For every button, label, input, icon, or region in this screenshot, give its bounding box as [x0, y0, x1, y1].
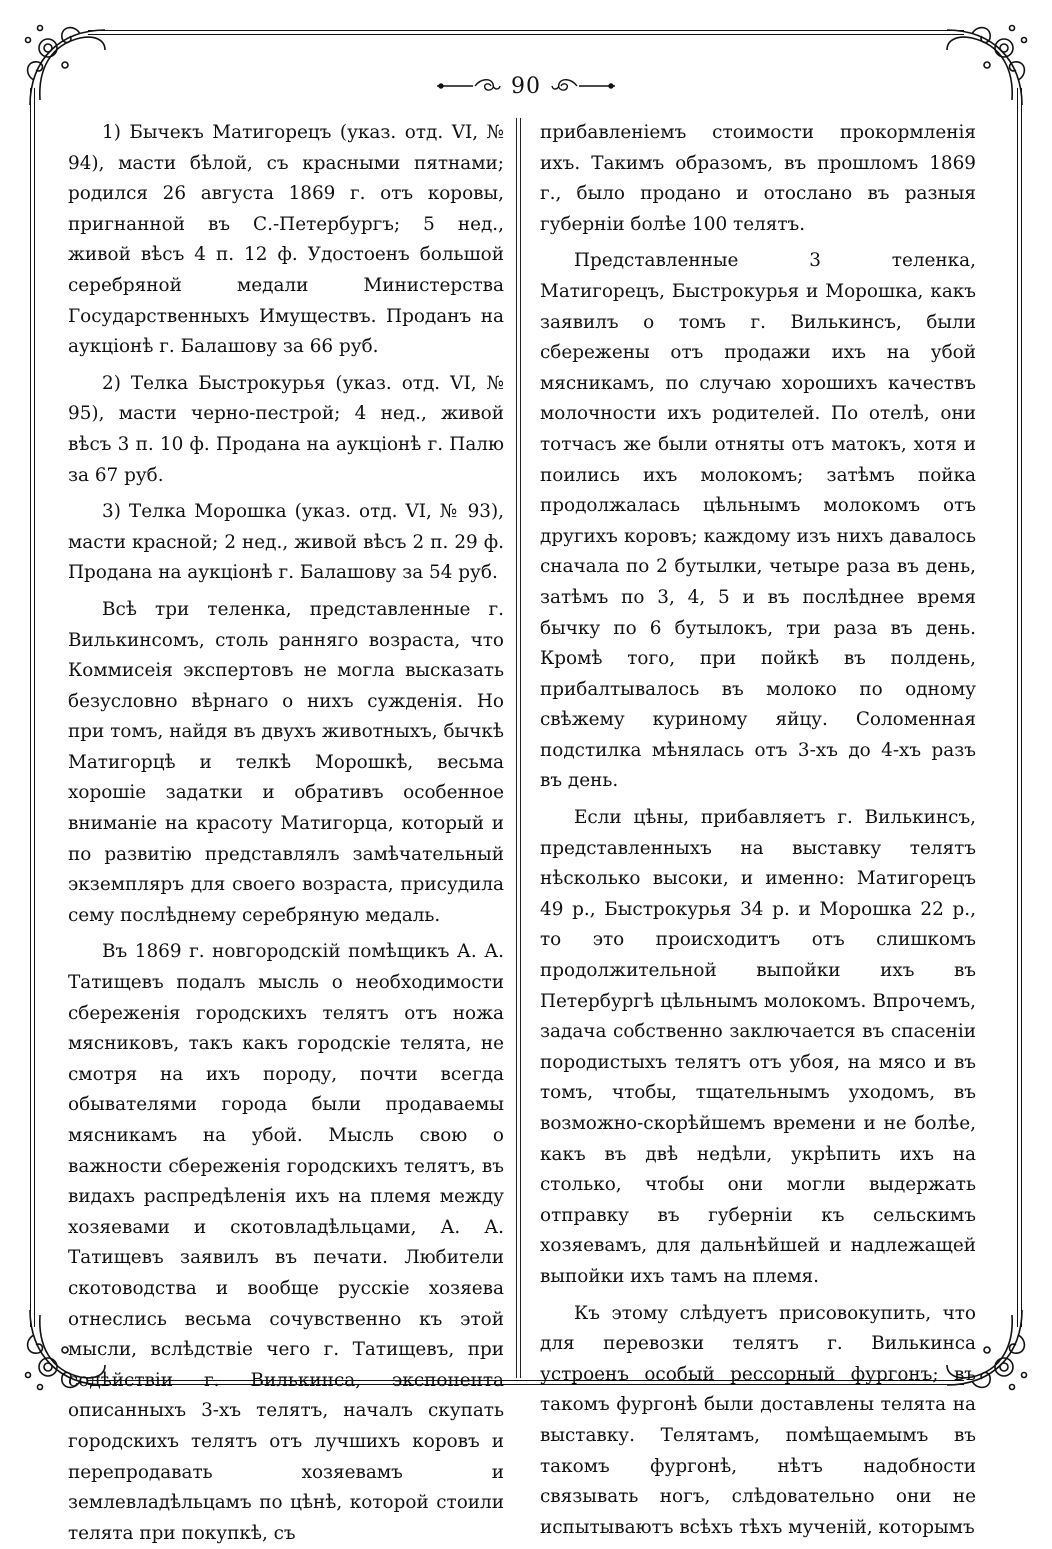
- paragraph: Въ 1869 г. новгородскій помѣщикъ А. А. Татищевъ подалъ мысль о необходимости сбереженія городскихъ телятъ отъ ножа мясниковъ, такъ какъ городскіе телята, не смотря на ихъ породу, почти всегда обывателями города были продаваемы мясникамъ на убой. Мысль свою о важности сбереженія городскихъ телятъ, въ видахъ распредѣленія ихъ на племя между хозяевами и скотовладѣльцами, А. А. Татищевъ заявилъ въ печати. Любители скотоводства и вообще русскіе хозяева отнеслись весьма сочувственно къ этой мысли, вслѣдствіе чего г. Татищевъ, при содѣйствіи г. Вилькинса, экспонента описанныхъ 3-хъ телятъ, началъ скупать городскихъ телятъ отъ лучшихъ коровъ и перепродавать хозяевамъ и землевладѣльцамъ по цѣнѣ, которой стоили телята при покупкѣ, съ: [68, 941, 504, 1544]
- frame-top-line-inner: [88, 34, 964, 35]
- flourish-right-icon: [551, 76, 615, 96]
- paragraph: прибавленіемъ стоимости прокормленія ихъ. Такимъ образомъ, въ прошломъ 1869 г., было продано и отослано въ разныя губерніи болѣе 100 телятъ.: [540, 122, 976, 235]
- paragraph: Если цѣны, прибавляетъ г. Вилькинсъ, представленныхъ на выставку телятъ нѣсколько высоки, и именно: Матигорецъ 49 р., Быстрокурья 34 р. и Морошка 22 р., то это происходитъ отъ слишкомъ продолжительной выпойки ихъ въ Петербургѣ цѣльнымъ молокомъ. Впрочемъ, задача собственно заключается въ спасеніи породистыхъ телятъ отъ убоя, на мясо и въ томъ, чтобы, тщательнымъ уходомъ, въ возможно-скорѣйшемъ времени и не болѣе, какъ въ двѣ недѣли, укрѣпить ихъ на столько, чтобы они могли выдержать отправку въ губерніи къ сельскимъ хозяевамъ, для дальнѣйшей и надлежащей выпойки ихъ тамъ на племя.: [540, 807, 976, 1287]
- paragraph: 3) Телка Морошка (указ. отд. VI, № 93), масти красной; 2 нед., живой вѣсъ 2 п. 29 ф. Продана на аукціонѣ г. Балашову за 54 руб.: [68, 501, 504, 584]
- right-column: [540, 118, 976, 1543]
- frame-left-line-inner: [34, 88, 35, 1327]
- paragraph: 2) Телка Быстрокурья (указ. отд. VI, № 95), масти черно-пестрой; 4 нед., живой вѣсъ 3 п. 10 ф. Продана на аукціонѣ г. Палю за 67 руб.: [68, 372, 504, 486]
- column-divider: [516, 118, 517, 1378]
- frame-left-line: [30, 88, 31, 1327]
- frame-right-line-inner: [1017, 88, 1018, 1327]
- column-divider-inner: [520, 118, 521, 1378]
- page-number: 90: [511, 73, 541, 99]
- paragraph: Къ этому слѣдуетъ присовокупить, что для перевозки телятъ г. Вилькинса устроенъ особый рессорный фургонъ; въ такомъ фургонѣ были доставлены телята на выставку. Телятамъ, помѣщаемымъ въ такомъ фургонѣ, нѣтъ надобности связывать ногъ, слѣдовательно они не испытываютъ всѣхъ тѣхъ мученій, которымъ: [540, 1302, 976, 1538]
- frame-top-line: [88, 30, 964, 31]
- paragraph: Всѣ три теленка, представленные г. Вилькинсомъ, столь ранняго возраста, что Коммисеія экспертовъ не могла высказать безусловно вѣрнаго о нихъ сужденія. Но при томъ, найдя въ двухъ животныхъ, бычкѣ Матигорцѣ и телкѣ Морошкѣ, весьма хорошіе задатки и обративъ особенное вниманіе на красоту Матигорца, который и по развитію представлялъ замѣчательный экземпляръ для своего возраста, присудила сему послѣднему серебряную медаль.: [68, 598, 504, 926]
- frame-right-line: [1021, 88, 1022, 1327]
- paragraph: 1) Бычекъ Матигорецъ (указ. отд. VI, № 94), масти бѣлой, съ красными пятнами; родился 26 августа 1869 г. отъ коровы, пригнанной въ С.-Петербургъ; 5 нед., живой вѣсъ 4 п. 12 ф. Удостоенъ большой серебряной медали Министерства Государственныхъ Имуществъ. Проданъ на аукціонѣ г. Балашову за 66 руб.: [68, 122, 504, 358]
- page-header: [0, 66, 1052, 106]
- flourish-left-icon: [437, 76, 501, 96]
- paragraph: Представленные 3 теленка, Матигорецъ, Быстрокурья и Морошка, какъ заявилъ о томъ г. Вилькинсъ, были сбережены отъ продажи ихъ на убой мясникамъ, по случаю хорошихъ качествъ молочности ихъ родителей. По отелѣ, они тотчасъ же были отняты отъ матокъ, хотя и поились ихъ молокомъ; затѣмъ пойка продолжалась цѣльнымъ молокомъ отъ другихъ коровъ; каждому изъ нихъ давалось сначала по 2 бутылки, четыре раза въ день, затѣмъ по 3, 4, 5 и въ послѣднее время бычку по 6 бутылокъ, три раза въ день. Кромѣ того, при пойкѣ въ полдень, прибалтывалось въ молоко по одному свѣжему куриному яйцу. Соломенная подстилка мѣнялась отъ 3-хъ до 4-хъ разъ въ день.: [540, 250, 976, 792]
- left-column: [68, 118, 504, 1549]
